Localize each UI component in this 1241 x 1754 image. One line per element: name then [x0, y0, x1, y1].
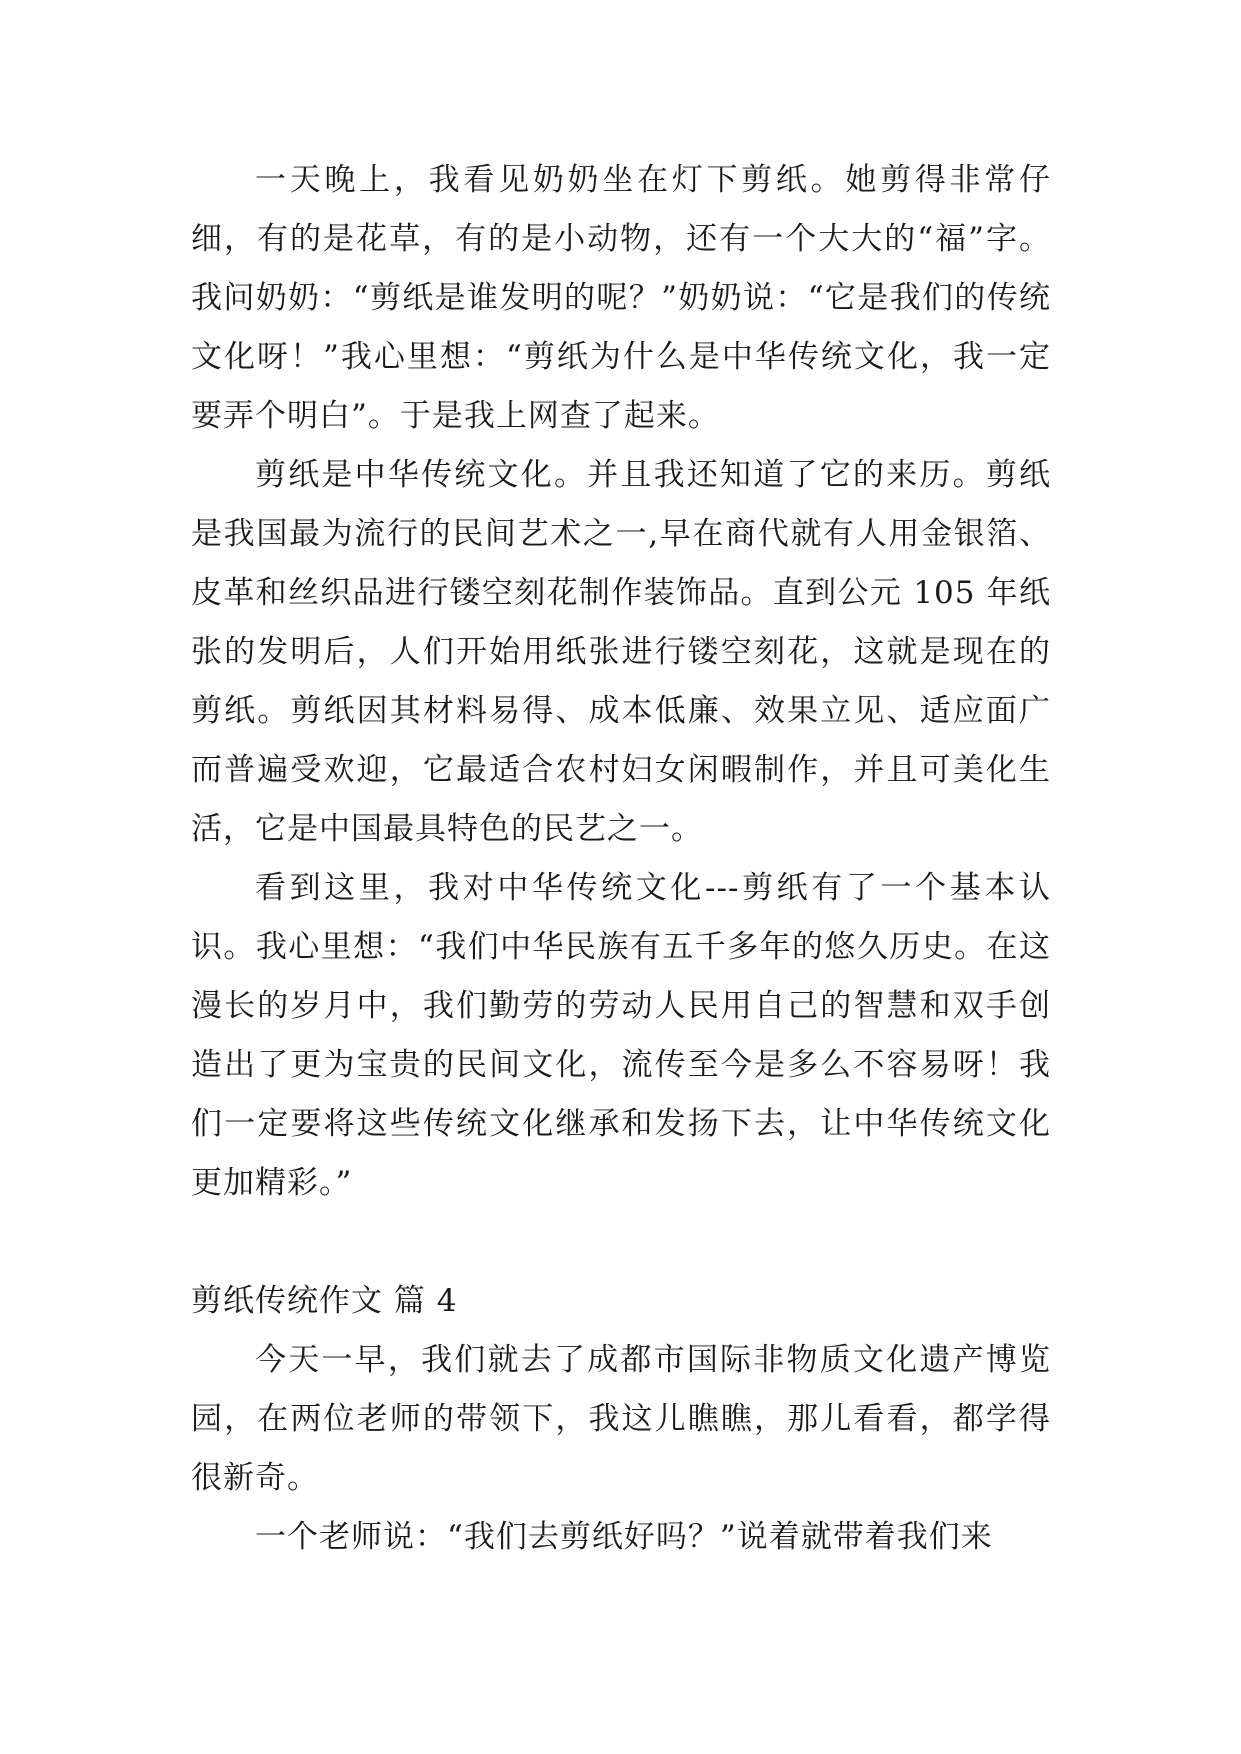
- paragraph: 今天一早，我们就去了成都市国际非物质文化遗产博览园，在两位老师的带领下，我这儿瞧瞧，那儿看看，都学得很新奇。: [191, 1342, 1051, 1496]
- paragraph: 看到这里，我对中华传统文化---剪纸有了一个基本认识。我心里想：“我们中华民族有五千多年的悠久历史。在这漫长的岁月中，我们勤劳的劳动人民用自己的智慧和双手创造出了更为宝贵的民间文化，流传至今是多么不容易呀！我们一定要将这些传统文化继承和发扬下去，让中华传统文化更加精彩。”: [191, 870, 1051, 1201]
- paragraph: 一个老师说：“我们去剪纸好吗？”说着就带着我们来: [255, 1519, 993, 1555]
- paragraph: 剪纸是中华传统文化。并且我还知道了它的来历。剪纸是我国最为流行的民间艺术之一,早在商代就有人用金银箔、皮革和丝织品进行镂空刻花制作装饰品。直到公元 105 年纸张的发明后，人们开始用纸张进行镂空刻花，这就是现在的剪纸。剪纸因其材料易得、成本低廉、效果立见、适应面广而普遍受欢迎，它最适合农村妇女闲暇制作，并且可美化生活，它是中国最具特色的民艺之一。: [191, 457, 1051, 847]
- paragraph: 一天晚上，我看见奶奶坐在灯下剪纸。她剪得非常仔细，有的是花草，有的是小动物，还有一个大大的“福”字。我问奶奶：“剪纸是谁发明的呢？”奶奶说：“它是我们的传统文化呀！”我心里想：“剪纸为什么是中华传统文化，我一定要弄个明白”。于是我上网查了起来。: [191, 162, 1051, 434]
- document-body: [191, 151, 1051, 1567]
- section-title: 剪纸传统作文 篇 4: [191, 1283, 458, 1319]
